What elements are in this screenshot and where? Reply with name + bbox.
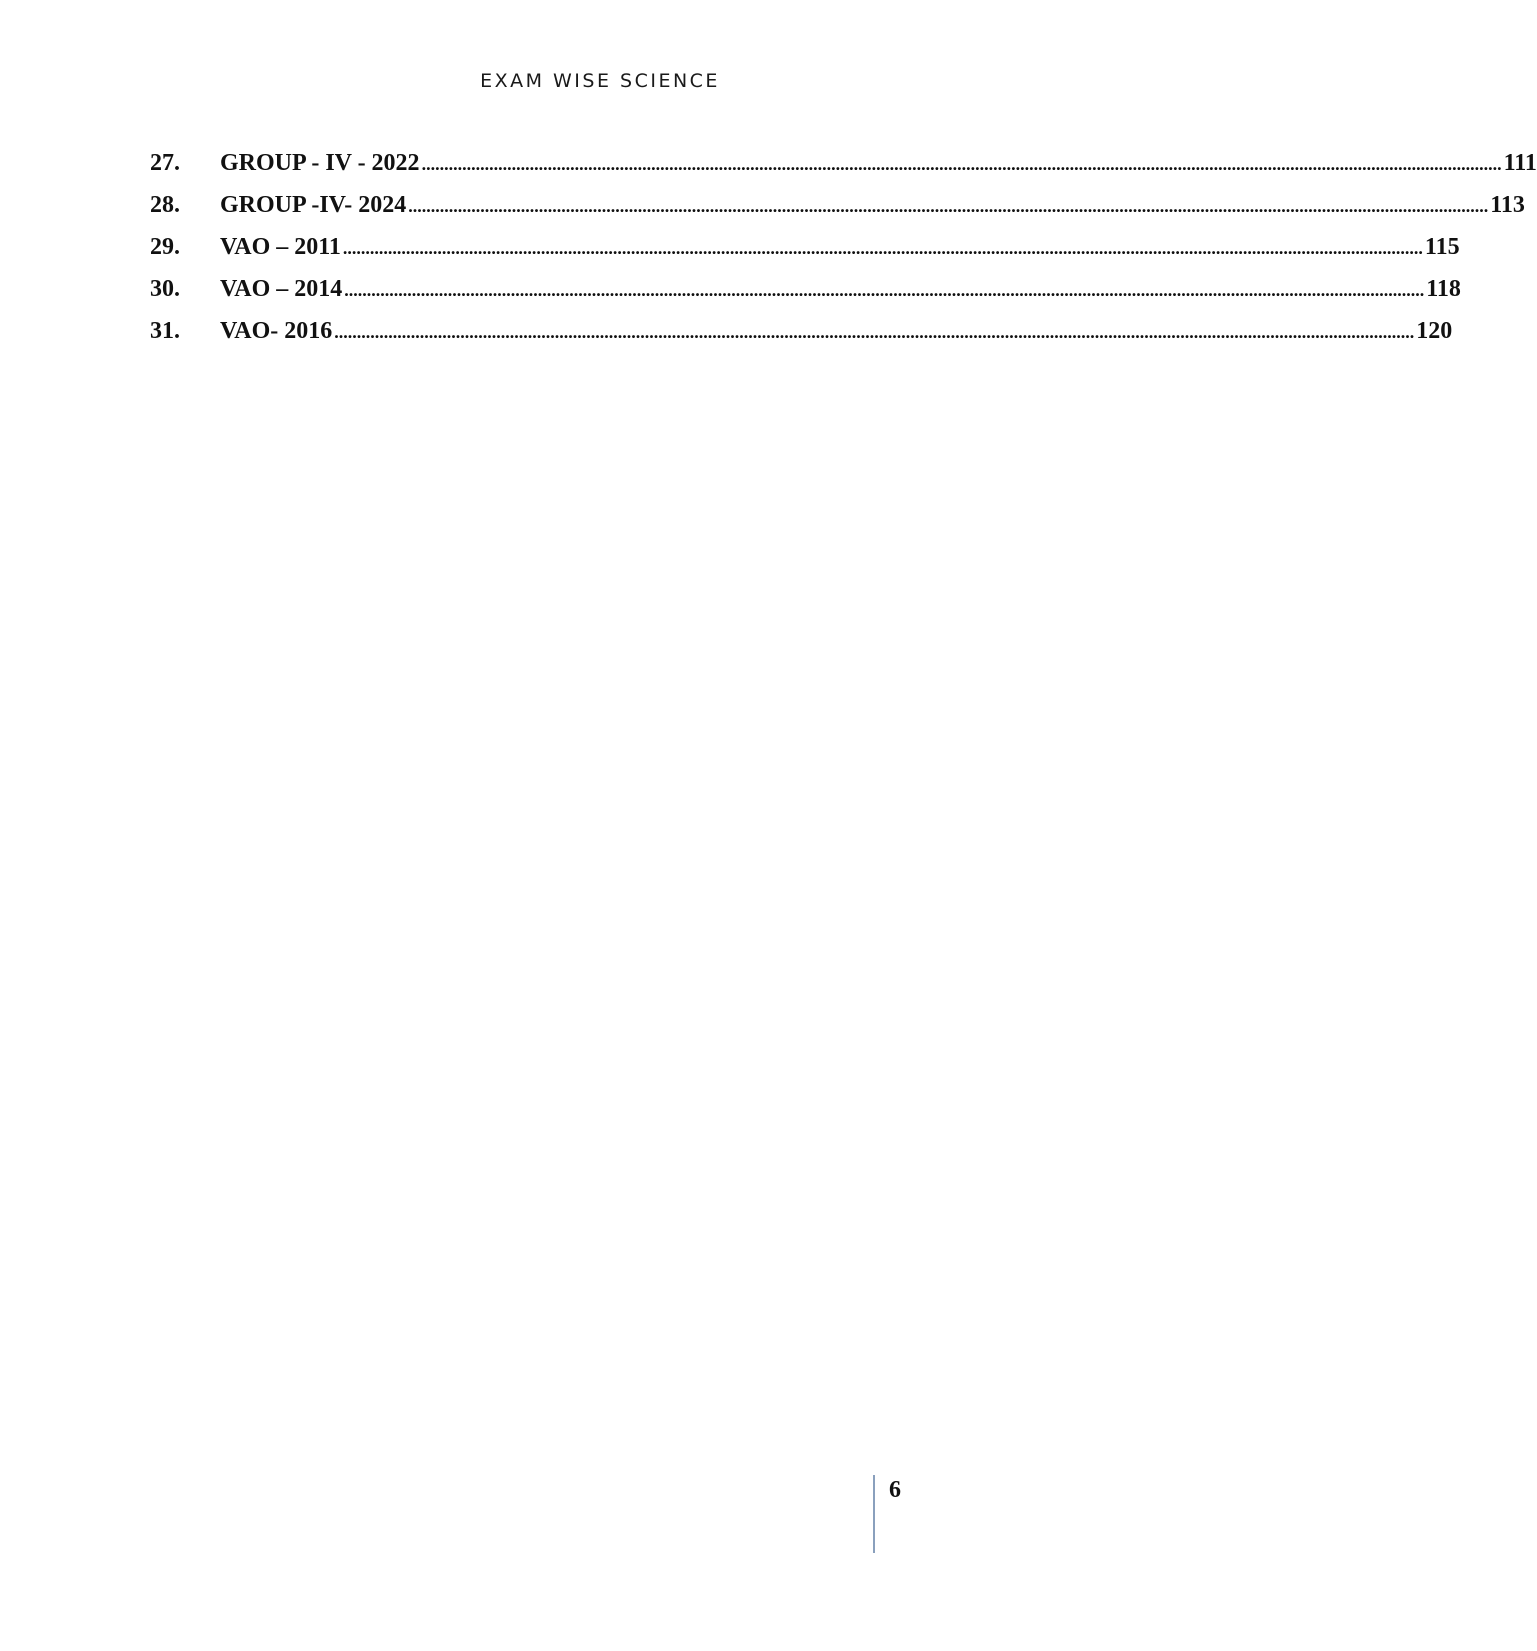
toc-entry[interactable] bbox=[150, 234, 1460, 276]
page-number-footer bbox=[873, 1475, 901, 1553]
toc-entry-title[interactable]: GROUP - IV - 2022 bbox=[220, 150, 420, 176]
toc-entry-page[interactable]: 118 bbox=[1426, 276, 1461, 302]
toc-entry-number: 29. bbox=[150, 234, 180, 260]
toc-entry-number: 27. bbox=[150, 150, 180, 176]
page-number: 6 bbox=[889, 1477, 901, 1503]
toc-entry[interactable] bbox=[150, 192, 1525, 234]
toc-entry-number: 31. bbox=[150, 318, 180, 344]
toc-dot-leader: ................................................................................................................................................................................................................................................ bbox=[421, 154, 1502, 174]
toc-entry-page[interactable]: 115 bbox=[1424, 234, 1460, 260]
toc-dot-leader: ................................................................................................................................................................................................................................................ bbox=[334, 322, 1415, 342]
toc-entry-title[interactable]: GROUP -IV- 2024 bbox=[220, 192, 407, 218]
table-of-contents bbox=[150, 150, 1537, 360]
page-header-title: EXAM WISE SCIENCE bbox=[480, 70, 720, 92]
toc-entry[interactable] bbox=[150, 150, 1537, 192]
toc-entry-page[interactable]: 120 bbox=[1416, 318, 1453, 344]
toc-dot-leader: ................................................................................................................................................................................................................................................ bbox=[408, 196, 1489, 216]
toc-entry-number: 30. bbox=[150, 276, 180, 302]
toc-entry-title[interactable]: VAO – 2014 bbox=[220, 276, 343, 302]
toc-dot-leader: ................................................................................................................................................................................................................................................ bbox=[342, 238, 1423, 258]
toc-entry[interactable] bbox=[150, 276, 1461, 318]
toc-entry-page[interactable]: 113 bbox=[1490, 192, 1525, 218]
toc-entry-page[interactable]: 111 bbox=[1503, 150, 1537, 176]
toc-entry[interactable] bbox=[150, 318, 1453, 360]
toc-entry-title[interactable]: VAO- 2016 bbox=[220, 318, 333, 344]
toc-dot-leader: ................................................................................................................................................................................................................................................ bbox=[344, 280, 1425, 300]
toc-entry-title[interactable]: VAO – 2011 bbox=[220, 234, 341, 260]
toc-entry-number: 28. bbox=[150, 192, 180, 218]
